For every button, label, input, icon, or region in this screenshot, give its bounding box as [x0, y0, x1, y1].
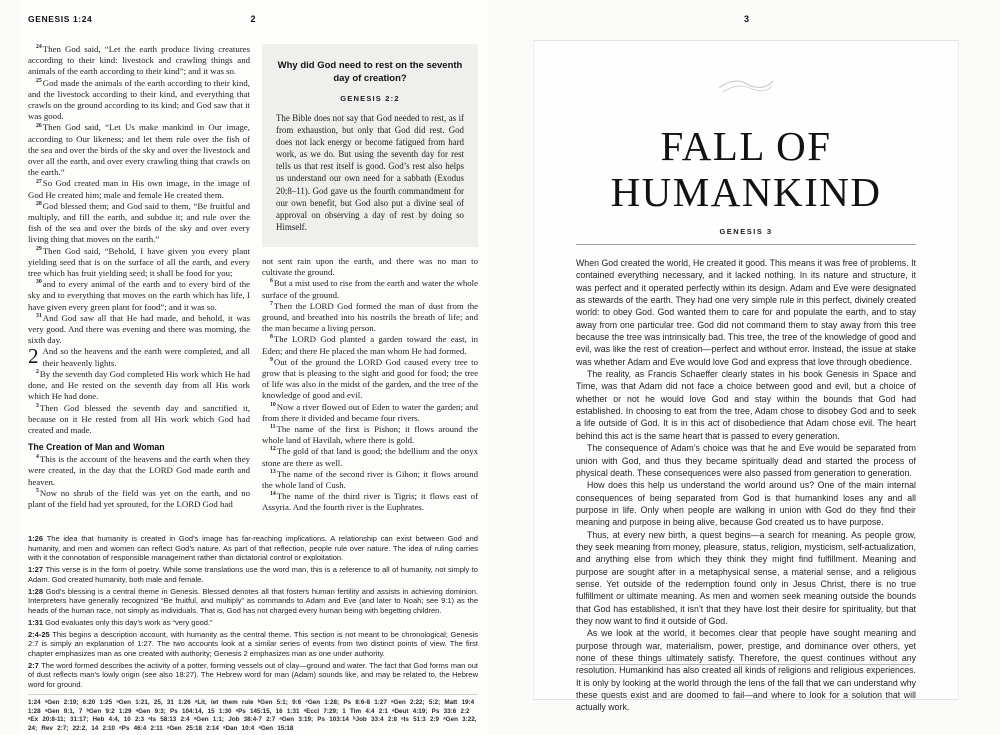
- verse-paragraph: $^{24}$Then God said, “Let the earth produce living creatures according to their kind: livestock and crawling things and animals of the earth according to their kind”; and it was so.: [28, 44, 250, 77]
- section-heading: The Creation of Man and Woman: [28, 442, 165, 453]
- study-question-reference: GENESIS 2:2: [340, 94, 400, 103]
- study-notes: [18, 530, 488, 689]
- left-page-number: 2: [250, 14, 256, 24]
- verse-paragraph: $^6$But a mist used to rise from the earth and water the whole surface of the ground.: [262, 278, 478, 300]
- verse-paragraph: $^{31}$And God saw all that He had made, and behold, it was very good. And there was evening and there was morning, the sixth day.: [28, 312, 250, 346]
- verse-paragraph: $^3$Then God blessed the seventh day and sanctified it, because on it He rested from all His work which God had created and made.: [28, 402, 250, 435]
- verse-paragraph: $^{26}$Then God said, “Let Us make mankind in Our image, according to Our likeness; and let them rule over the fish of the sea and over the birds of the sky and over the livestock and over all the earth, and over every crawling thing that crawls on the earth.”: [28, 122, 250, 178]
- verse-number: 11: [270, 424, 276, 431]
- article-paragraph: When God created the world, He created it good. This means it was free of problems. It contained everything necessary, and it lacked nothing. In its nature and structure, it was perfect and it operated perfectly within its design. Adam and Eve were designated as stewards of the earth. They had one very simple rule in this perfect, divinely created world: to obey God. God wanted them to care for and populate the earth, and to stay away from one particular tree. God did not command them to stay away from this tree because the tree was intrinsically bad. This tree, the tree of the knowledge of good and evil, was like the rest of creation—perfect and without error. Instead, the issue at stake was whether Adam and Eve would love God and express that love through obedience.: [576, 258, 916, 367]
- verse-paragraph: $^{27}$So God created man in His own image, in the image of God He created him; male and female He created them.: [28, 178, 250, 200]
- left-page-header: [18, 0, 488, 44]
- study-note-reference: 1:31: [28, 617, 46, 627]
- study-note-reference: 1:26: [28, 534, 47, 543]
- study-question-box: [262, 44, 478, 247]
- verse-number: 12: [270, 446, 276, 453]
- article-title-line1: FALL OF: [660, 123, 832, 169]
- right-page-content: [534, 41, 958, 713]
- study-note-reference: 1:28: [28, 586, 46, 596]
- article-paragraph: As we look at the world, it becomes clear that people have sought meaning and purpose through war, materialism, power, prestige, and dominance over others, yet none of these things ultimately satisfy. Therefore, the quest continues without any resolution. Humankind has also created all kinds of religions and religious experiences. It is only by looking at the world through the lens of the fall that we can understand why these quests exist and are doomed to fail—and where to look for a solution that will actually work.: [576, 628, 916, 713]
- verse-number: 24: [36, 44, 42, 51]
- study-note: 1:31 God evaluates only this day’s work as “very good.”: [28, 617, 213, 627]
- study-note: 1:26 The idea that humanity is created in God’s image has far-reaching implications. A relationship can exist between God and humanity, and men and women can reflect God’s nature. As part of that reflection, people rule over nature. The idea of ruling carries with it the connotation of responsible management rather than dictatorial control or exploitation.: [28, 534, 478, 562]
- verse-number: 27: [36, 178, 42, 185]
- verse-paragraph: $^{11}$The name of the first is Pishon; it flows around the whole land of Havilah, where there is gold.: [262, 423, 478, 446]
- verse-number: 6: [270, 278, 273, 285]
- chapter-start-paragraph: 2 And so the heavens and the earth were completed, and all their heavenly lights.: [28, 344, 250, 369]
- verse-number: 29: [36, 245, 42, 252]
- study-note-reference: 2:7: [28, 660, 42, 670]
- verse-number: 25: [36, 77, 42, 84]
- running-head: GENESIS 1:24: [28, 14, 93, 24]
- end-divider: [581, 664, 911, 665]
- scripture-column-1: [28, 44, 250, 530]
- verse-paragraph: $^{25}$God made the animals of the earth according to their kind, and the livestock according to their kind, and everything that crawls on the ground according to its kind; and God saw that it was good.: [28, 77, 250, 122]
- verse-number: 10: [270, 401, 276, 408]
- right-page-number: 3: [743, 14, 749, 24]
- verse-number: 26: [36, 122, 42, 129]
- verse-number: 8: [270, 334, 273, 341]
- article-paragraph: The consequence of Adam’s choice was that he and Eve would be separated from union with God, and thus they became spiritually dead and started the process of physical death. These consequences were also passed from generation to generation.: [576, 443, 916, 478]
- title-divider: [576, 244, 916, 245]
- verse-paragraph: $^{10}$Now a river flowed out of Eden to water the garden; and from there it divided and became four rivers.: [262, 401, 478, 423]
- verse-paragraph: $^{28}$God blessed them; and God said to them, “Be fruitful and multiply, and fill the earth, and subdue it; and rule over the fish of the sea and over the birds of the sky and over every living thing that moves on the earth.”: [28, 200, 250, 245]
- verse-paragraph: $^2$By the seventh day God completed His work which He had done, and He rested on the seventh day from all His work which He had done.: [28, 368, 250, 402]
- verse-number: 31: [36, 312, 42, 319]
- scripture-columns: [18, 44, 488, 530]
- article-body: [576, 257, 916, 714]
- chapter-number: 2: [28, 344, 39, 369]
- left-page: [18, 0, 488, 735]
- study-note-reference: 2:4-25: [28, 629, 53, 639]
- study-note: 1:28 God’s blessing is a central theme in Genesis. Blessed denotes all that fosters human fertility and assists in achieving dominion. Interpreters have generally recognized “Be fruitful, and multiply” as commands to Adam and Eve (and later to Noah; see 9:1) as the heads of the human race, not simply as individuals. That is, God has not charged every human being with begetting children.: [28, 586, 478, 615]
- scripture-column-2-text: [262, 256, 478, 514]
- right-page: [533, 40, 959, 713]
- verse-number: 3: [36, 402, 39, 409]
- verse-number: 14: [270, 491, 276, 498]
- verse-paragraph: $^9$Out of the ground the LORD God caused every tree to grow that is pleasing to the sight and good for food; the tree of life was also in the midst of the garden, and the tree of the knowledge of good and evil.: [262, 356, 478, 401]
- article-paragraph: The reality, as Francis Schaeffer clearly states in his book Genesis in Space and Time, was that Adam did not face a choice between good and evil, but a choice of whether or not he would love God and stay within the bounds that God had established. In choosing to eat from the tree, Adam chose to disobey God and to seek a life outside of God. It is in this act of disobedience that Adam chose evil. The heart behind this act is the same heart that is passed to every generation.: [576, 369, 916, 441]
- verse-number: 9: [270, 356, 273, 363]
- study-note-reference: 1:27: [28, 565, 46, 574]
- verse-paragraph: $^4$This is the account of the heavens and the earth when they were created, in the day that the LORD God made earth and heaven.: [28, 454, 250, 487]
- cross-reference-divider: [28, 694, 478, 695]
- verse-paragraph: $^{14}$The name of the third river is Tigris; it flows east of Assyria. And the fourth river is the Euphrates.: [262, 491, 478, 513]
- swoosh-ornament-icon: [714, 75, 778, 97]
- article-title-line2: HUMANKIND: [610, 169, 882, 215]
- study-note: 2:7 The word formed describes the activity of a potter, forming vessels out of clay—ground and water. The fact that God forms man out of dust reflects man’s lowly origin (see also 18:27). The Hebrew word for man (Adam) sounds like, and may be related to, the Hebrew word for ground.: [28, 660, 478, 689]
- verse-paragraph: $^{29}$Then God said, “Behold, I have given you every plant yielding seed that is on the surface of all the earth, and every tree which has fruit yielding seed; it shall be food for you;: [28, 245, 250, 279]
- verse-number: 4: [36, 454, 39, 461]
- article-subtitle: GENESIS 3: [719, 227, 773, 236]
- verse-paragraph: not sent rain upon the earth, and there was no man to cultivate the ground.: [262, 255, 478, 278]
- verse-number: 28: [36, 200, 42, 207]
- verse-number: 2: [36, 368, 39, 375]
- verse-number: 7: [270, 300, 273, 307]
- article-title: [576, 123, 916, 215]
- cross-references: 1:24 ᵃGen 2:19; 6:20 1:25 ᵃGen 1:21, 25, 31 1:26 ᵃLit, let them rule ᵇGen 5:1; 9:6 ᶜGen 1:28; Ps 8:6-8 1:27 ᵃGen 2:22; 5:2; Matt 19:4 1:28 ᵃGen 9:1, 7 ᵇGen 9:2 1:29 ᵃGen 9:3; Ps 104:14, 15 1:30 ᵃPs 145:15, 16 1:31 ᵃEccl 7:29; 1 Tim 4:4 2:1 ᵃDeut 4:19; Ps 33:6 2:2 ᵃEx 20:8-11; 31:17; Heb 4:4, 10 2:3 ᵃIs 58:13 2:4 ᵃGen 1:1; Job 38:4-7 2:7 ᵃGen 3:19; Ps 103:14 ᵇJob 33:4 2:8 ᵃIs 51:3 2:9 ᵃGen 3:22, 24; Rev 2:7; 22:2, 14 2:10 ᵃPs 46:4 2:11 ᵃGen 25:18 2:14 ᵃDan 10:4 ᵃGen 15:18: [28, 699, 477, 732]
- article-paragraph: How does this help us understand the world around us? One of the main internal consequences of being separated from God is that humankind loses any and all purpose in life. Only when people are walking in union with God do they find their meaning and purpose in being alive, because God created us to have purpose.: [576, 480, 916, 528]
- study-note: 1:27 This verse is in the form of poetry. While some translations use the word man, this is a reference to all of humanity, not simply to Adam. God created humanity, both male and female.: [28, 565, 478, 584]
- verse-number: 5: [36, 487, 39, 494]
- verse-number: 13: [270, 468, 276, 475]
- verse-paragraph: $^8$The LORD God planted a garden toward the east, in Eden; and there He placed the man whom He had formed.: [262, 334, 478, 356]
- study-note: 2:4-25 This begins a description account, with humanity as the central theme. This section is not meant to be chronological; Genesis 2:7 is simply an explanation of 1:27. The two accounts look at a similar series of events from two distinct points of view. The first chapter emphasizes man as one created with authority; Genesis 2 emphasizes man as one under authority.: [28, 629, 478, 658]
- verse-paragraph: $^{13}$The name of the second river is Gihon; it flows around the whole land of Cush.: [262, 468, 478, 490]
- article-paragraph: Thus, at every new birth, a quest begins—a search for meaning. As people grow, they seek meaning from money, pleasure, status, religion, mysticism, self-actualization, and anything else from which they think they might find fulfillment. Meaning and purpose are sought after in a metaphysical sense, a material sense, and a religious sense. Yet outside of the redemption found only in Jesus Christ, there is no true fulfillment or ultimate meaning. As men and women seek meaning outside the bounds that God has established, it isn’t that they have lost their desire for spirituality, but that they now want to find it outside of God.: [576, 529, 916, 626]
- study-question: Why did God need to rest on the seventh day of creation?: [277, 60, 463, 84]
- verse-paragraph: $^{30}$and to every animal of the earth and to every bird of the sky and to everything that moves on the earth which has life, I have given every green plant for food”; and it was so.: [28, 279, 250, 312]
- verse-paragraph: $^{12}$The gold of that land is good; the bdellium and the onyx stone are there as well.: [262, 446, 478, 468]
- verse-paragraph: $^7$Then the LORD God formed the man of dust from the ground, and breathed into his nostrils the breath of life; and the man became a living person.: [262, 300, 478, 334]
- study-question-body: The Bible does not say that God needed to rest, as if from exhaustion, but only that God did rest. God does not lack energy or become fatigued from hard work, as we do. But using the seventh day for rest tells us that rest itself is good. God’s rest also helps us understand our own need for a sabbath (Exodus 20:8–11). God gave us the fourth commandment for our own benefit, but God also put a divine seal of approval on observing a day of rest by doing so Himself.: [276, 113, 464, 232]
- verse-paragraph: $^5$Now no shrub of the field was yet on the earth, and no plant of the field had yet sprouted, for the LORD God had: [28, 487, 250, 509]
- verse-number: 30: [36, 279, 42, 286]
- scripture-column-2: [262, 44, 478, 530]
